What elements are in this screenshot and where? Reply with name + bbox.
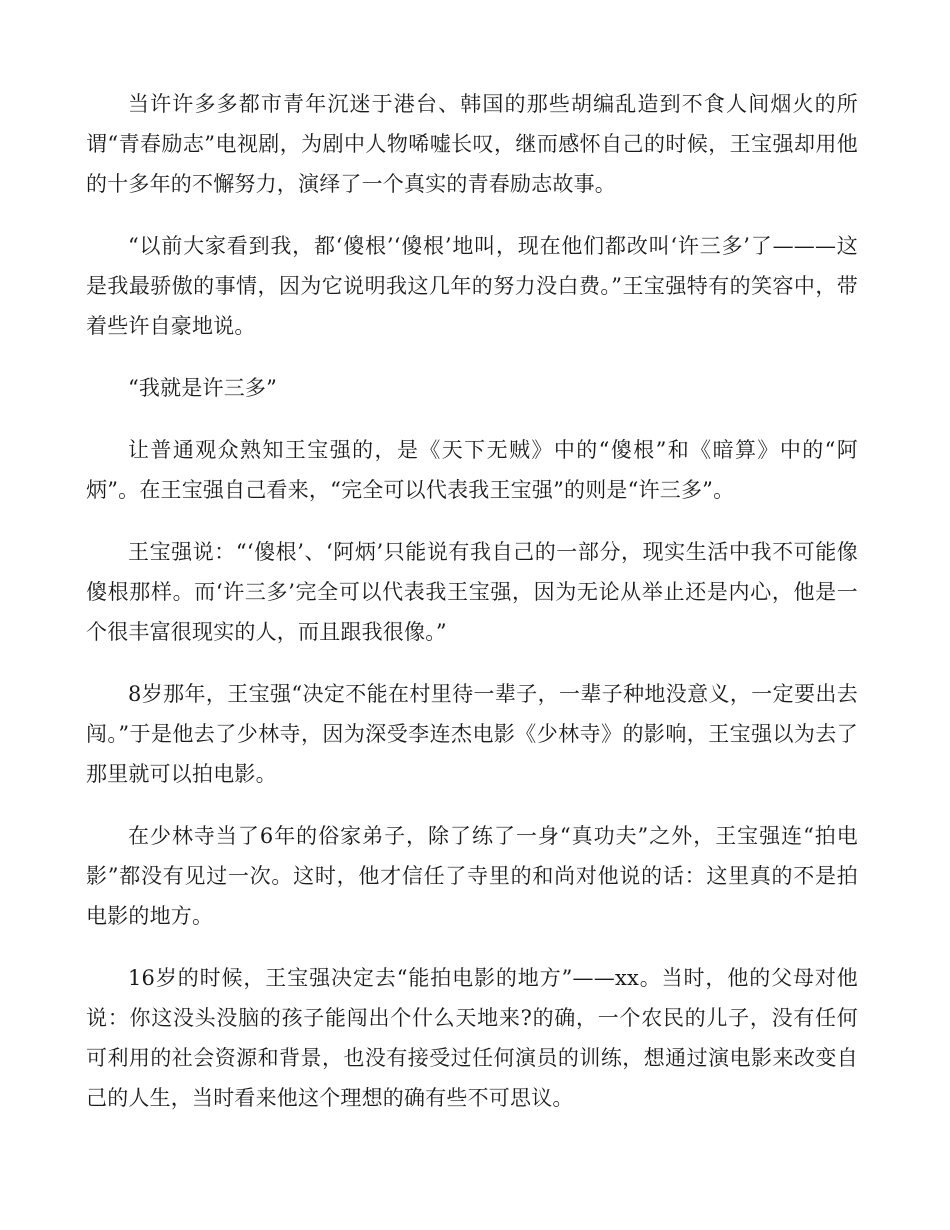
section-heading: “我就是许三多”: [128, 376, 278, 400]
paragraph-quote-proud: “以前大家看到我，都‘傻根’‘傻根’地叫，现在他们都改叫‘许三多’了———这是我最骄傲的事情，因为它说明我这几年的努力没白费。”王宝强特有的笑容中，带着些许自豪地说。: [86, 234, 858, 338]
paragraph-intro: 当许许多多都市青年沉迷于港台、韩国的那些胡编乱造到不食人间烟火的所谓“青春励志”电视剧，为剧中人物唏嘘长叹，继而感怀自己的时候，王宝强却用他的十多年的不懈努力，演绎了一个真实的青春励志故事。: [86, 92, 858, 196]
paragraph-age-sixteen: 16岁的时候，王宝强决定去“能拍电影的地方”——xx。当时，他的父母对他说：你这没头没脑的孩子能闯出个什么天地来?的确，一个农民的儿子，没有任何可利用的社会资源和背景，也没有接受过任何演员的训练，想通过演电影来改变自己的人生，当时看来他这个理想的确有些不可思议。: [86, 966, 858, 1110]
paragraph-roles: 让普通观众熟知王宝强的，是《天下无贼》中的“傻根”和《暗算》中的“阿炳”。在王宝强自己看来，“完全可以代表我王宝强”的则是“许三多”。: [86, 438, 858, 502]
paragraph-statement: 王宝强说：“‘傻根’、‘阿炳’只能说有我自己的一部分，现实生活中我不可能像傻根那样。而‘许三多’完全可以代表我王宝强，因为无论从举止还是内心，他是一个很丰富很现实的人，而且跟我很像。”: [86, 540, 858, 644]
paragraph-shaolin: 在少林寺当了6年的俗家弟子，除了练了一身“真功夫”之外，王宝强连“拍电影”都没有见过一次。这时，他才信任了寺里的和尚对他说的话：这里真的不是拍电影的地方。: [86, 824, 858, 928]
paragraph-age-eight: 8岁那年，王宝强“决定不能在村里待一辈子，一辈子种地没意义，一定要出去闯。”于是他去了少林寺，因为深受李连杰电影《少林寺》的影响，王宝强以为去了那里就可以拍电影。: [86, 682, 858, 786]
article-body: [86, 84, 858, 1140]
